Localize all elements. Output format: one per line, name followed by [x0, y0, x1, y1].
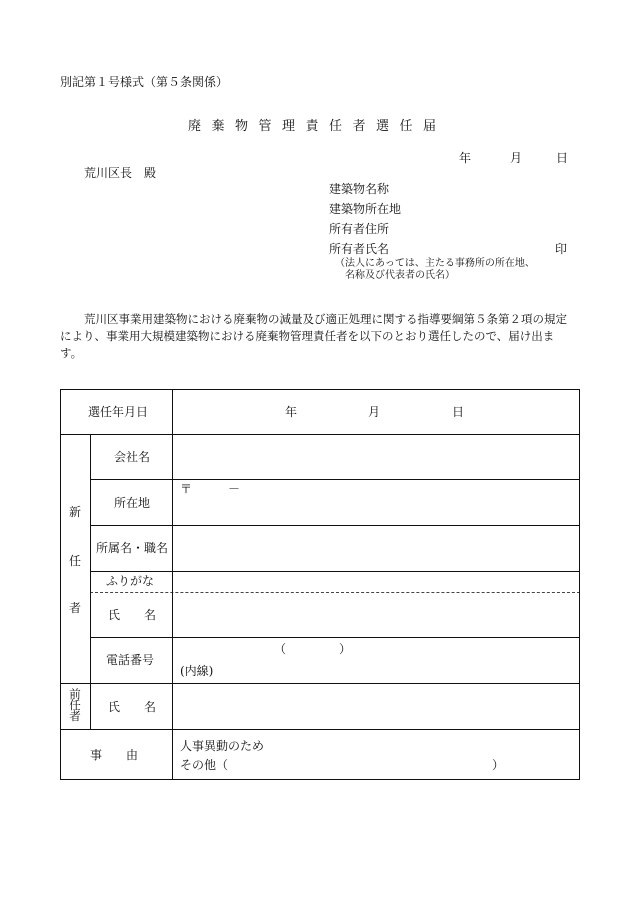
postal-dash: － [228, 482, 241, 496]
phone-paren-close: ） [339, 642, 352, 656]
department-title-label: 所属名・職名 [96, 541, 169, 555]
new-appointee-char-1: 新 [68, 505, 81, 519]
row-divider [60, 683, 580, 684]
reason-other-open: その他（ [180, 758, 229, 772]
new-appointee-char-3: 者 [68, 601, 81, 615]
corporate-note-line1: （法人にあっては、主たる事務所の所在地、 [335, 258, 535, 269]
intro-paragraph: 荒川区事業用建築物における廃棄物の減量及び適正処理に関する指導要綱第５条第２項の規定により、事業用大規模建築物における廃棄物管理責任者を以下のとおり選任したので、届け出ます。 [60, 312, 567, 360]
building-name-label: 建築物名称 [329, 182, 390, 196]
table-border-right [579, 389, 580, 780]
company-name-label: 会社名 [114, 450, 151, 464]
table-border-top [60, 389, 580, 390]
appointment-form-table [60, 389, 580, 780]
postal-mark: 〒 [180, 482, 193, 496]
phone-label: 電話番号 [106, 653, 155, 667]
row-divider [60, 434, 580, 435]
extension-label: (内線) [180, 664, 214, 678]
group-divider [90, 434, 91, 729]
reason-other-close: ） [492, 758, 505, 772]
corporate-note-line2: 名称及び代表者の氏名） [345, 270, 455, 281]
previous-appointee-label [60, 689, 90, 722]
date-day-label: 日 [556, 151, 569, 165]
owner-address-label: 所有者住所 [329, 222, 390, 236]
seal-mark: 印 [555, 242, 568, 256]
date-month-label: 月 [510, 151, 523, 165]
row-divider [90, 525, 580, 526]
document-title: 廃棄物管理責任者選任届 [188, 119, 447, 134]
furigana-dashed-divider [90, 592, 580, 593]
date-year-label: 年 [459, 151, 472, 165]
location-label: 所在地 [114, 496, 151, 510]
appointment-month-label: 月 [368, 405, 381, 419]
appointment-year-label: 年 [285, 405, 298, 419]
appointment-day-label: 日 [452, 405, 465, 419]
table-border-bottom [60, 779, 580, 780]
label-value-divider [172, 389, 173, 780]
owner-name-label: 所有者氏名 [329, 242, 390, 256]
furigana-label: ふりがな [106, 574, 155, 588]
form-reference: 別記第１号様式（第５条関係） [60, 75, 229, 89]
reason-personnel-transfer: 人事異動のため [180, 739, 265, 753]
phone-paren-open: （ [274, 642, 287, 656]
row-divider [90, 637, 580, 638]
new-appointee-char-2: 任 [68, 554, 81, 568]
row-divider [90, 571, 580, 572]
row-divider [60, 729, 580, 730]
previous-appointee-char-3: 者 [69, 709, 81, 723]
row-divider [90, 479, 580, 480]
appointment-date-label: 選任年月日 [88, 405, 149, 419]
reason-label: 事 由 [90, 748, 139, 762]
new-name-label: 氏 名 [108, 608, 157, 622]
building-address-label: 建築物所在地 [329, 202, 402, 216]
previous-name-label: 氏 名 [108, 700, 157, 714]
addressee: 荒川区長 殿 [84, 166, 157, 180]
previous-appointee-char-1: 前 [69, 687, 81, 701]
previous-appointee-char-2: 任 [69, 698, 81, 712]
